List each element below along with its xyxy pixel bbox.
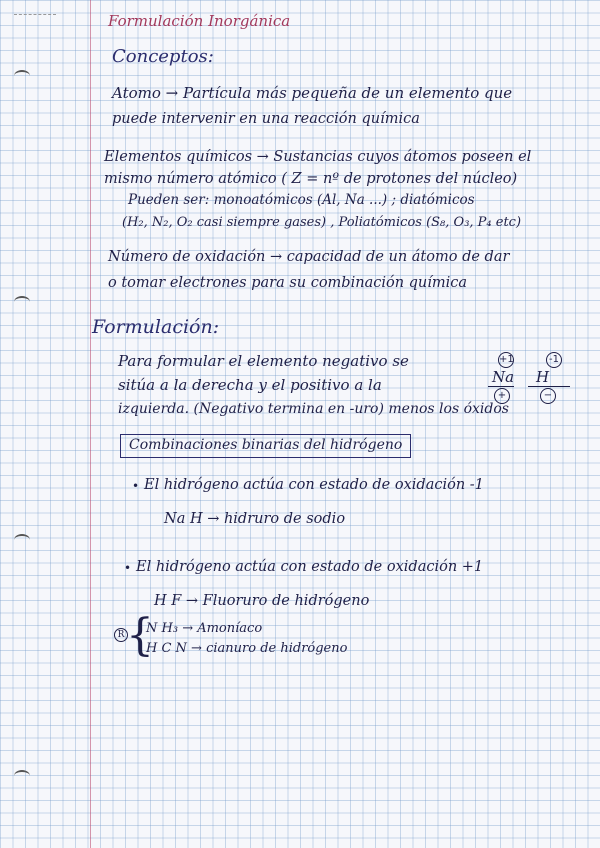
conceptos-heading: Conceptos: (112, 46, 214, 67)
special-line-2: H C N → cianuro de hidrógeno (146, 641, 348, 656)
na-underline (488, 386, 514, 387)
formulacion-line-2: sitúa a la derecha y el positivo a la (118, 376, 382, 394)
hidrogeno-item-1: • El hidrógeno actúa con estado de oxidación -1 (144, 478, 484, 493)
punch-hole (14, 296, 30, 308)
hidrogeno-example-1: Na H → hidruro de sodio (164, 511, 346, 527)
oxidacion-line-1: Número de oxidación → capacidad de un átomo de dar (108, 249, 510, 265)
h-symbol: H (536, 368, 550, 386)
combinaciones-heading: Combinaciones binarias del hidrógeno (120, 434, 411, 458)
hidrogeno-item-2: • El hidrógeno actúa con estado de oxidación +1 (136, 560, 483, 575)
na-symbol: Na (492, 368, 515, 386)
h-sign: − (540, 388, 556, 404)
na-charge: +1 (498, 352, 514, 368)
punch-hole (14, 534, 30, 546)
formulacion-line-1: Para formular el elemento negativo se (118, 352, 409, 370)
top-dash (14, 14, 56, 15)
elementos-line-3: Pueden ser: monoatómicos (Al, Na ...) ; diatómicos (128, 192, 475, 208)
hidrogeno-example-2: H F → Fluoruro de hidrógeno (154, 593, 370, 609)
oxidacion-line-2: o tomar electrones para su combinación química (108, 275, 468, 291)
margin-line (90, 0, 91, 848)
elementos-line-2: mismo número atómico ( Z = nº de protones del núcleo) (104, 171, 518, 187)
brace: { (126, 610, 154, 661)
punch-hole (14, 70, 30, 82)
na-sign: + (494, 388, 510, 404)
elementos-line-4: (H₂, N₂, O₂ casi siempre gases) , Poliatómicos (S₈, O₃, P₄ etc) (122, 215, 522, 230)
punch-hole (14, 770, 30, 782)
page-title: Formulación Inorgánica (108, 12, 291, 30)
atomo-line-1: Atomo → Partícula más pequeña de un elemento que (112, 84, 513, 102)
formulacion-line-3: izquierda. (Negativo termina en -uro) menos los óxidos (118, 401, 509, 417)
atomo-line-2: puede intervenir en una reacción química (112, 111, 420, 127)
formulacion-heading: Formulación: (92, 316, 220, 338)
h-underline (528, 386, 570, 387)
h-charge: -1 (546, 352, 562, 368)
special-mark: R (114, 628, 128, 642)
elementos-line-1: Elementos químicos → Sustancias cuyos átomos poseen el (104, 149, 532, 165)
special-line-1: N H₃ → Amoníaco (146, 621, 263, 636)
